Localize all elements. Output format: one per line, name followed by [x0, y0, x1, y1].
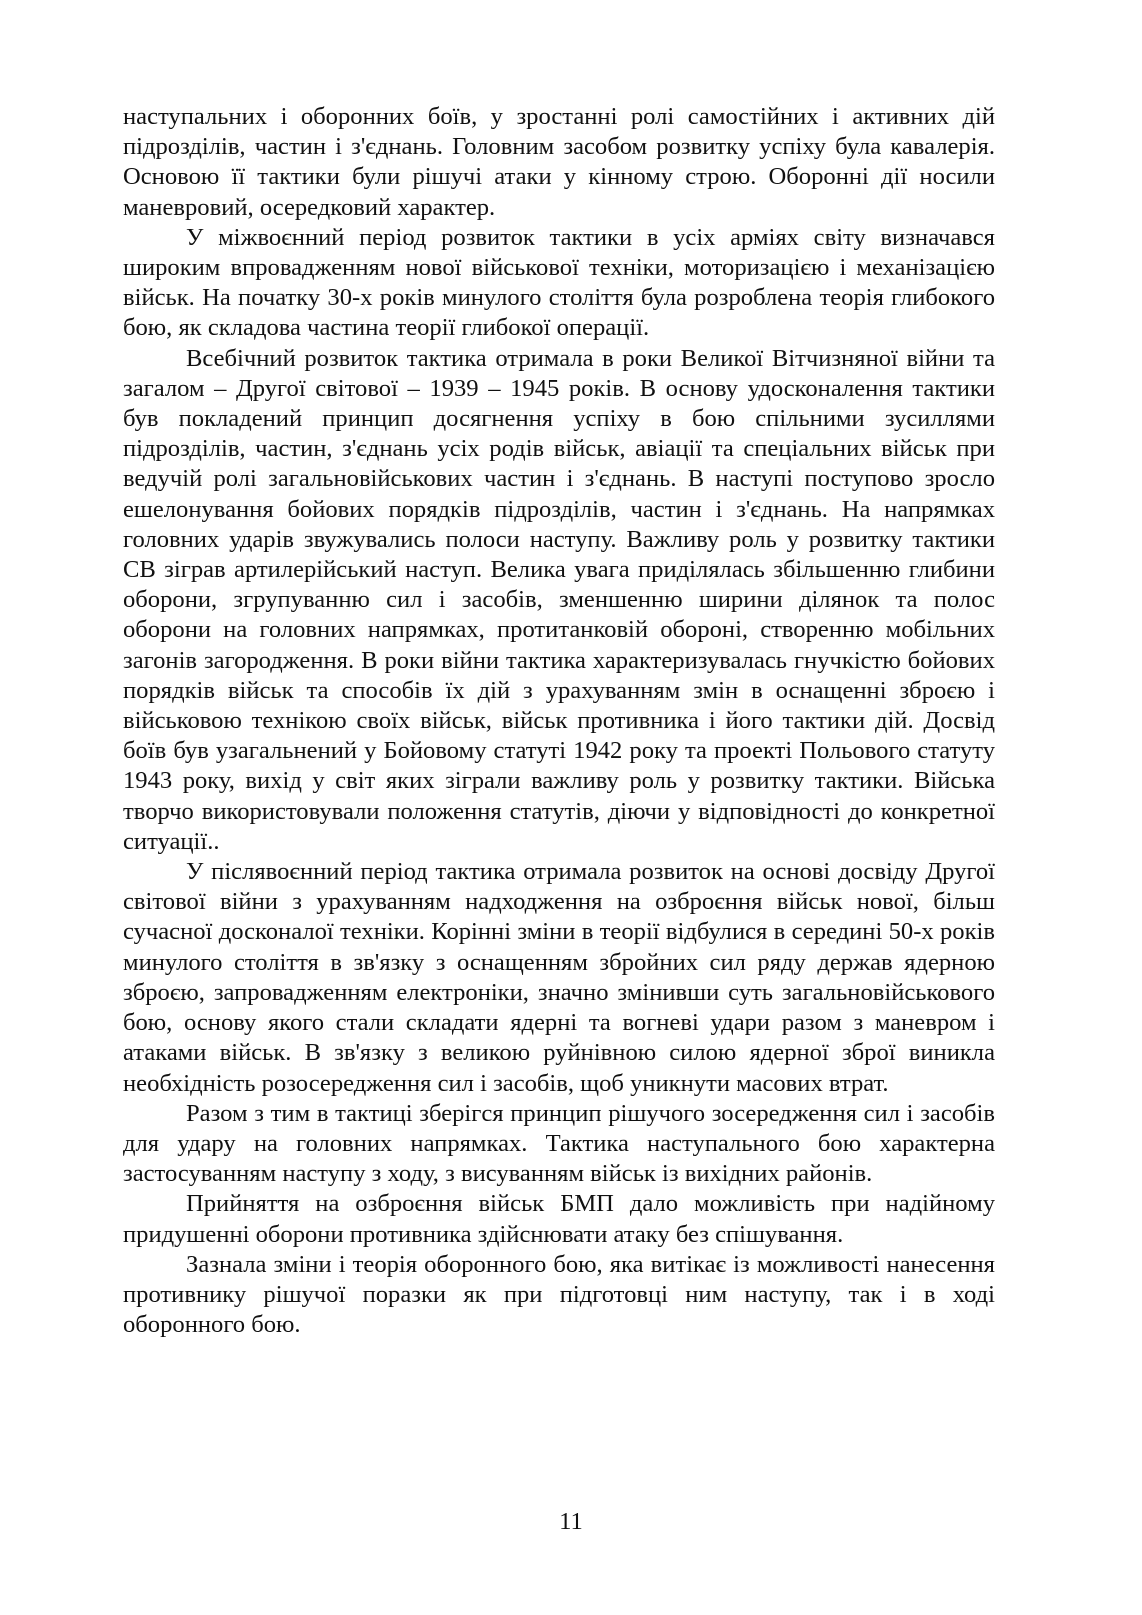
paragraph-interwar-period: У міжвоєнний період розвиток тактики в усіх арміях світу визначався широким впровадженням нової військової техніки, моторизацією і механізацією військ. На початку 30-х років минулого століття була розроблена теорія глибокого бою, як складова частина теорії глибокої операції.	[123, 223, 995, 342]
paragraph-continuation: наступальних і оборонних боїв, у зростанні ролі самостійних і активних дій підрозділів, частин і з'єднань. Головним засобом розвитку успіху була кавалерія. Основою її тактики були рішучі атаки у кінному строю. Оборонні дії носили маневровий, осередковий характер.	[123, 103, 995, 221]
page-body	[123, 102, 995, 1340]
paragraph-concentration-principle: Разом з тим в тактиці зберігся принцип рішучого зосередження сил і засобів для удару на головних напрямках. Тактика наступального бою характерна застосуванням наступу з ходу, з висуванням військ із вихідних районів.	[123, 1099, 995, 1188]
page-number: 11	[559, 1508, 583, 1535]
paragraph-defensive-theory: Зазнала зміни і теорія оборонного бою, яка витікає із можливості нанесення противнику рішучої поразки як при підготовці ним наступу, так і в ході оборонного бою.	[123, 1250, 995, 1339]
paragraph-postwar-period: У післявоєнний період тактика отримала розвиток на основі досвіду Другої світової війни з урахуванням надходження на озброєння військ нової, більш сучасної досконалої техніки. Корінні зміни в теорії відбулися в середині 50-х років минулого століття в зв'язку з оснащенням збройних сил ряду держав ядерною зброєю, запровадженням електроніки, значно змінивши суть загальновійськового бою, основу якого стали складати ядерні та вогневі удари разом з маневром і атаками військ. В зв'язку з великою руйнівною силою ядерної зброї виникла необхідність розосередження сил і засобів, щоб уникнути масових втрат.	[123, 858, 995, 1097]
paragraph-great-patriotic-war: Всебічний розвиток тактика отримала в роки Великої Вітчизняної війни та загалом – Другої світової – 1939 – 1945 років. В основу удосконалення тактики був покладений принцип досягнення успіху в бою спільними зусиллями підрозділів, частин, з'єднань усіх родів військ, авіації та спеціальних військ при ведучій ролі загальновійськових частин і з'єднань. В наступі поступово зросло ешелонування бойових порядків підрозділів, частин і з'єднань. На напрямках головних ударів звужувались полоси наступу. Важливу роль у розвитку тактики СВ зіграв артилерійський наступ. Велика увага приділялась збільшенню глибини оборони, згрупуванню сил і засобів, зменшенню ширини ділянок та полос оборони на головних напрямках, протитанковій обороні, створенню мобільних загонів загородження. В роки війни тактика характеризувалась гнучкістю бойових порядків військ та способів їх дій з урахуванням змін в оснащенні зброєю і військовою технікою своїх військ, військ противника і його тактики дій. Досвід боїв був узагальнений у Бойовому статуті 1942 року та проекті Польового статуту 1943 року, вихід у світ яких зіграли важливу роль у розвитку тактики. Війська творчо використовували положення статутів, діючи у відповідності до конкретної ситуації..	[123, 344, 995, 855]
paragraph-bmp-adoption: Прийняття на озброєння військ БМП дало можливість при надійному придушенні оборони противника здійснювати атаку без спішування.	[123, 1190, 995, 1248]
